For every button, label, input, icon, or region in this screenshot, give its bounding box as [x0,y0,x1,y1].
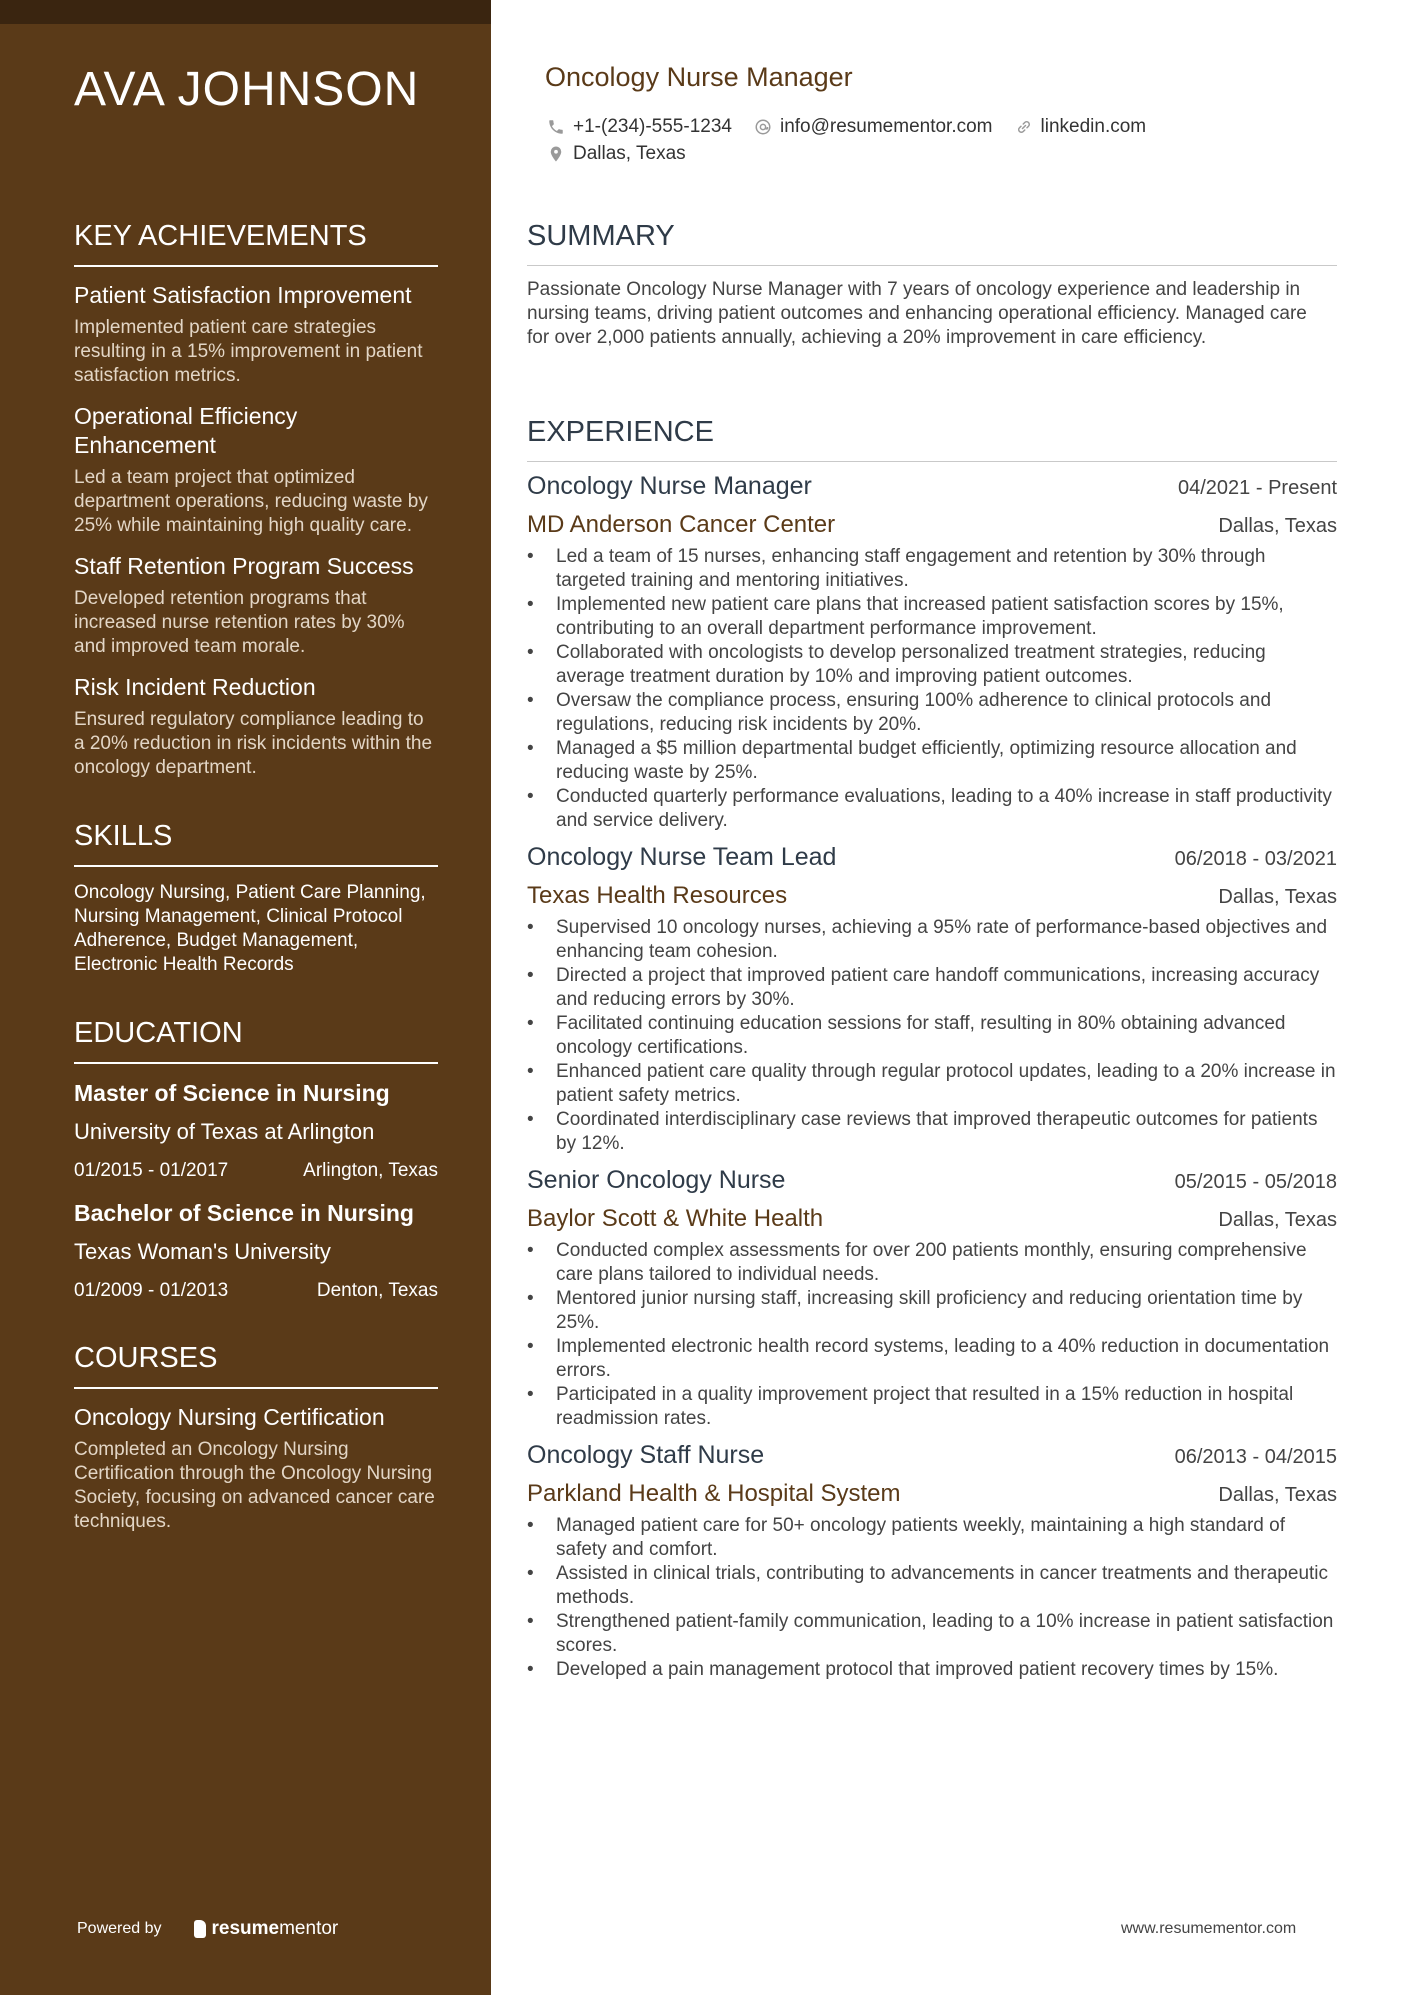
achievement-item [74,281,438,388]
education-location: Arlington, Texas [303,1160,438,1181]
job-title: Oncology Nurse Manager [545,62,853,92]
bullet-item: • Led a team of 15 nurses, enhancing staff engagement and retention by 30% through targeted training and mentoring initiatives. [527,545,1337,593]
experience-location: Dallas, Texas [1218,1209,1337,1231]
phone-icon [547,118,565,136]
experience-bullets [527,916,1337,1156]
contact-phone[interactable] [547,116,732,138]
experience-item [527,472,1337,833]
linkedin-text: linkedin.com [1040,115,1147,137]
bullet-item: • Developed a pain management protocol that improved patient recovery times by 15%. [527,1658,1337,1682]
location-text: Dallas, Texas [573,142,686,164]
logo-text-light: mentor [279,1918,339,1939]
course-description: Completed an Oncology Nursing Certification through the Oncology Nursing Society, focusing on advanced cancer care techniques. [74,1439,435,1532]
experience-item [527,1441,1337,1682]
experience-heading: EXPERIENCE [527,416,1337,462]
skills-section [74,820,438,977]
achievement-description: Developed retention programs that increased nurse retention rates by 30% and improved team morale. [74,588,405,657]
experience-location: Dallas, Texas [1218,886,1337,908]
bullet-item: • Managed a $5 million departmental budget efficiently, optimizing resource allocation and reducing waste by 25%. [527,737,1337,785]
bullet-item: • Participated in a quality improvement project that resulted in a 15% reduction in hospital readmission rates. [527,1383,1337,1431]
powered-by [77,1918,338,1940]
bullet-item: • Conducted complex assessments for over 200 patients monthly, ensuring comprehensive care plans tailored to individual needs. [527,1239,1337,1287]
achievement-description: Led a team project that optimized department operations, reducing waste by 25% while maintaining high quality care. [74,467,428,536]
summary-text: Passionate Oncology Nurse Manager with 7 years of oncology experience and leadership in nursing teams, driving patient outcomes and enhancing operational efficiency. Managed care for over 2,000 patients annually, achieving a 20% improvement in care efficiency. [527,279,1307,348]
bullet-item: • Implemented new patient care plans that increased patient satisfaction scores by 15%, contributing to an overall department performance improvement. [527,593,1337,641]
at-sign-icon [754,118,772,136]
contact-email[interactable] [754,116,993,138]
bullet-item: • Conducted quarterly performance evaluations, leading to a 40% increase in staff productivity and service delivery. [527,785,1337,833]
experience-role: Senior Oncology Nurse [527,1166,786,1194]
education-degree: Bachelor of Science in Nursing [74,1200,414,1226]
achievement-item [74,552,438,659]
sidebar [0,0,491,1995]
experience-bullets [527,1514,1337,1682]
course-title: Oncology Nursing Certification [74,1404,385,1430]
experience-dates: 04/2021 - Present [1178,477,1337,499]
experience-company: Parkland Health & Hospital System [527,1480,901,1507]
bullet-item: • Oversaw the compliance process, ensuring 100% adherence to clinical protocols and regulations, reducing risk incidents by 20%. [527,689,1337,737]
education-degree: Master of Science in Nursing [74,1080,390,1106]
bullet-item: • Managed patient care for 50+ oncology patients weekly, maintaining a high standard of safety and comfort. [527,1514,1337,1562]
course-item [74,1403,438,1534]
bullet-item: • Supervised 10 oncology nurses, achieving a 95% rate of performance-based objectives and enhancing team cohesion. [527,916,1337,964]
contact-info [547,113,1307,167]
summary-heading: SUMMARY [527,220,1337,266]
bullet-item: • Directed a project that improved patient care handoff communications, increasing accuracy and reducing errors by 30%. [527,964,1337,1012]
education-section [74,1017,438,1302]
achievement-description: Ensured regulatory compliance leading to a 20% reduction in risk incidents within the oncology department. [74,709,433,778]
achievement-title: Operational Efficiency Enhancement [74,403,298,458]
bullet-item: • Implemented electronic health record systems, leading to a 40% reduction in documentation errors. [527,1335,1337,1383]
bullet-item: • Assisted in clinical trials, contributing to advancements in cancer treatments and therapeutic methods. [527,1562,1337,1610]
education-item [74,1198,438,1302]
achievement-item [74,402,438,538]
bullet-item: • Enhanced patient care quality through regular protocol updates, leading to a 20% increase in patient safety metrics. [527,1060,1337,1108]
bullet-item: • Facilitated continuing education sessions for staff, resulting in 80% obtaining advanced oncology certifications. [527,1012,1337,1060]
resumementor-logo[interactable] [194,1918,339,1940]
powered-by-label: Powered by [77,1920,162,1937]
experience-role: Oncology Nurse Manager [527,472,812,500]
education-location: Denton, Texas [316,1280,438,1301]
experience-company: MD Anderson Cancer Center [527,511,836,538]
education-item [74,1078,438,1182]
experience-dates: 06/2013 - 04/2015 [1174,1446,1337,1468]
experience-role: Oncology Staff Nurse [527,1441,765,1469]
experience-dates: 05/2015 - 05/2018 [1174,1171,1337,1193]
experience-bullets [527,1239,1337,1431]
email-text: info@resumementor.com [779,115,993,137]
experience-item [527,843,1337,1156]
key-achievements-section [74,220,438,780]
education-dates: 01/2015 - 01/2017 [74,1160,229,1181]
resumementor-logo-icon [194,1920,206,1938]
experience-dates: 06/2018 - 03/2021 [1174,848,1337,870]
education-heading: EDUCATION [74,1017,438,1064]
experience-item [527,1166,1337,1431]
phone-text: +1-(234)-555-1234 [573,115,732,137]
key-achievements-heading: KEY ACHIEVEMENTS [74,220,438,267]
summary-section [527,220,1337,350]
bullet-item: • Strengthened patient-family communication, leading to a 10% increase in patient satisfaction scores. [527,1610,1337,1658]
experience-location: Dallas, Texas [1218,1484,1337,1506]
link-icon [1015,118,1033,136]
experience-bullets [527,545,1337,833]
logo-text-bold: resume [211,1918,280,1939]
contact-linkedin[interactable] [1015,116,1147,138]
experience-company: Texas Health Resources [527,882,788,909]
sidebar-top-bar [0,0,491,24]
achievement-description: Implemented patient care strategies resulting in a 15% improvement in patient satisfaction metrics. [74,317,423,386]
bullet-item: • Coordinated interdisciplinary case reviews that improved therapeutic outcomes for patients by 12%. [527,1108,1337,1156]
achievement-item [74,673,438,780]
bullet-item: • Mentored junior nursing staff, increasing skill proficiency and reducing orientation time by 25%. [527,1287,1337,1335]
sidebar-content [74,220,438,1574]
experience-section [527,416,1337,1682]
achievement-title: Patient Satisfaction Improvement [74,282,412,308]
courses-heading: COURSES [74,1342,438,1389]
education-dates: 01/2009 - 01/2013 [74,1280,229,1301]
experience-location: Dallas, Texas [1218,515,1337,537]
contact-location [547,143,686,165]
education-school: Texas Woman's University [74,1239,331,1264]
achievement-title: Risk Incident Reduction [74,674,316,700]
candidate-name: AVA JOHNSON [74,63,420,116]
bullet-item: • Collaborated with oncologists to develop personalized treatment strategies, reducing average treatment duration by 10% and improving patient outcomes. [527,641,1337,689]
location-pin-icon [547,145,565,163]
footer-website-link[interactable]: www.resumementor.com [1121,1920,1297,1937]
achievement-title: Staff Retention Program Success [74,553,414,579]
skills-list: Oncology Nursing, Patient Care Planning, Nursing Management, Clinical Protocol Adherence, Budget Management, Electronic Health Records [74,882,426,975]
education-school: University of Texas at Arlington [74,1119,375,1144]
experience-role: Oncology Nurse Team Lead [527,843,837,871]
skills-heading: SKILLS [74,820,438,867]
courses-section [74,1342,438,1534]
experience-company: Baylor Scott & White Health [527,1205,824,1232]
